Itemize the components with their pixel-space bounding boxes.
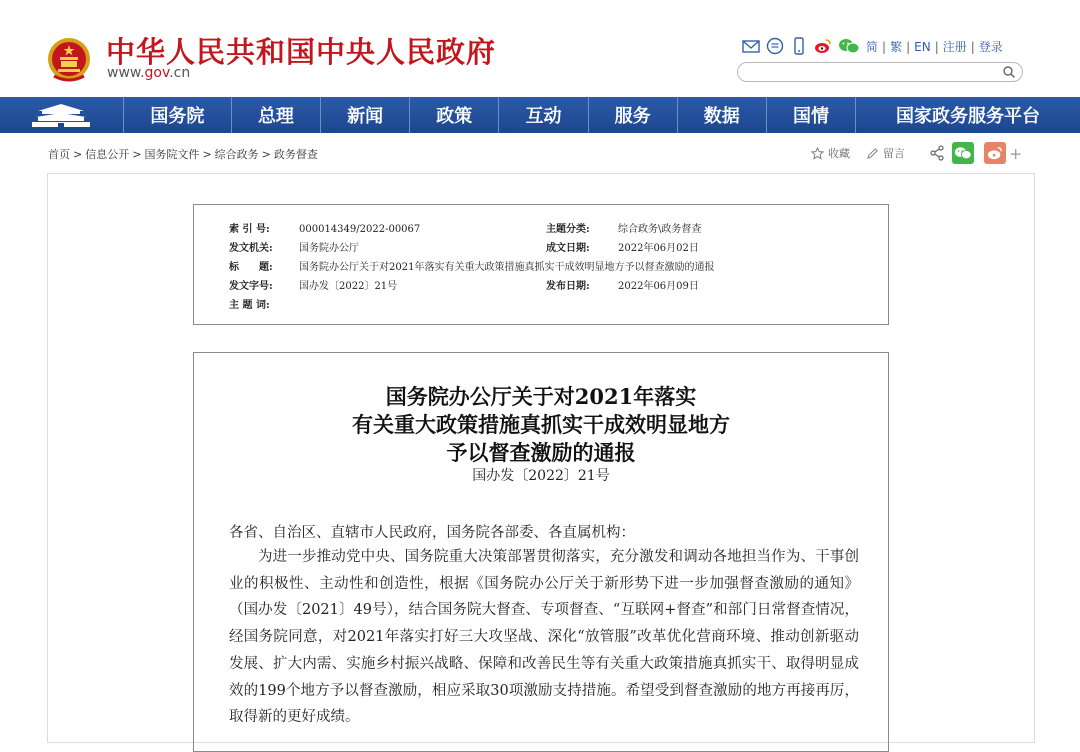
breadcrumb-home[interactable]: 首页 bbox=[48, 148, 70, 161]
share-icon[interactable] bbox=[929, 145, 945, 161]
national-emblem-icon[interactable] bbox=[46, 36, 92, 84]
nav-item-data[interactable]: 数据 bbox=[678, 97, 767, 133]
document-metadata-table bbox=[193, 204, 889, 325]
nav-item-gov-service-platform[interactable]: 国家政务服务平台 bbox=[896, 106, 1041, 127]
meta-title-row bbox=[229, 258, 714, 273]
document-body bbox=[193, 352, 889, 752]
main-nav bbox=[0, 97, 1080, 133]
site-header bbox=[0, 0, 1080, 97]
meta-published-value: 2022年06月09日 bbox=[618, 281, 699, 292]
lang-simplified-link[interactable]: 简 bbox=[866, 40, 879, 54]
register-link[interactable]: 注册 bbox=[942, 40, 967, 54]
breadcrumb-info-public[interactable]: 信息公开 bbox=[85, 148, 130, 161]
comment-button[interactable] bbox=[866, 145, 905, 161]
more-share-icon[interactable]: + bbox=[1009, 143, 1023, 163]
share-wechat-button[interactable] bbox=[952, 142, 974, 164]
weibo-icon[interactable] bbox=[814, 37, 832, 55]
share-weibo-button[interactable] bbox=[984, 142, 1006, 164]
document-title-line-2: 有关重大政策措施真抓实干成效明显地方 bbox=[352, 412, 730, 437]
meta-docno-row bbox=[229, 277, 397, 292]
meta-docno-label: 发文字号: bbox=[229, 281, 273, 292]
nav-item-policies[interactable]: 政策 bbox=[410, 97, 499, 133]
meta-written-label: 成文日期: bbox=[546, 243, 590, 254]
comment-label: 留言 bbox=[883, 147, 905, 160]
nav-item-national-info[interactable]: 国情 bbox=[767, 97, 856, 133]
weibo-share-icon bbox=[986, 145, 1004, 161]
lang-english-link[interactable]: EN bbox=[914, 40, 931, 54]
meta-title-label: 标 题: bbox=[229, 262, 273, 273]
nav-home[interactable] bbox=[0, 97, 124, 133]
search-box bbox=[737, 62, 1023, 82]
document-paragraph: 为进一步推动党中央、国务院重大决策部署贯彻落实，充分激发和调动各地担当作为、干事创业的积极性、主动性和创造性，根据《国务院办公厅关于新形势下进一步加强督查激励的通知》（国办发〔2021〕49号），结合国务院大督查、专项督查、“互联网+督查”和部门日常督查情况，经国务院同意，对2021年落实打好三大攻坚战、深化“放管服”改革优化营商环境、推动创新驱动发展、扩大内需、实施乡村振兴战略、保障和改善民生等有关重大政策措施真抓实干、取得明显成效的199个地方予以督查激励，相应采取30项激励支持措施。希望受到督查激励的地方再接再厉，取得新的更好成绩。 bbox=[229, 549, 859, 726]
language-links: 简 | 繁 | EN | 注册 | 登录 bbox=[866, 40, 1003, 54]
meta-published-row bbox=[546, 277, 699, 292]
meta-written-value: 2022年06月02日 bbox=[618, 243, 699, 254]
breadcrumb-general-affairs[interactable]: 综合政务 bbox=[214, 148, 259, 161]
tiananmen-icon bbox=[30, 102, 92, 128]
breadcrumb: 首页 > 信息公开 > 国务院文件 > 综合政务 > 政务督查 bbox=[48, 148, 318, 161]
meta-index-row bbox=[229, 220, 420, 235]
login-link[interactable]: 登录 bbox=[978, 40, 1003, 54]
lang-traditional-link[interactable]: 繁 bbox=[890, 40, 903, 54]
document-title-line-1: 国务院办公厅关于对2021年落实 bbox=[385, 384, 697, 409]
meta-topic-value: 综合政务\政务督查 bbox=[618, 224, 702, 235]
document-title-line-3: 予以督查激励的通报 bbox=[446, 440, 636, 465]
pencil-icon bbox=[866, 147, 879, 160]
breadcrumb-supervision[interactable]: 政务督查 bbox=[273, 148, 318, 161]
wechat-icon[interactable] bbox=[838, 37, 860, 55]
mobile-icon[interactable] bbox=[790, 37, 808, 55]
meta-written-row bbox=[546, 239, 699, 254]
nav-item-services[interactable]: 服务 bbox=[589, 97, 678, 133]
search-icon[interactable] bbox=[1002, 65, 1016, 79]
nav-item-news[interactable]: 新闻 bbox=[321, 97, 410, 133]
meta-index-label: 索 引 号: bbox=[229, 224, 270, 235]
star-icon bbox=[811, 147, 824, 160]
wechat-share-icon bbox=[954, 145, 972, 161]
meta-topic-row bbox=[546, 220, 701, 235]
favorite-label: 收藏 bbox=[828, 147, 850, 160]
toolbar-icons bbox=[742, 37, 860, 55]
meta-issuer-row bbox=[229, 239, 359, 254]
domain-suffix: .cn bbox=[169, 65, 191, 81]
nav-item-premier[interactable]: 总理 bbox=[232, 97, 321, 133]
meta-issuer-value: 国务院办公厅 bbox=[299, 243, 359, 254]
meta-docno-value: 国办发〔2022〕21号 bbox=[299, 281, 398, 292]
nav-item-interaction[interactable]: 互动 bbox=[499, 97, 588, 133]
meta-index-value: 000014349/2022-00067 bbox=[299, 224, 421, 235]
site-domain[interactable] bbox=[107, 65, 190, 81]
meta-keywords-label: 主 题 词: bbox=[229, 300, 270, 311]
mail-icon[interactable] bbox=[742, 37, 760, 55]
meta-keywords-row bbox=[229, 296, 299, 311]
breadcrumb-state-council-docs[interactable]: 国务院文件 bbox=[144, 148, 200, 161]
domain-gov: gov bbox=[144, 65, 170, 81]
search-input[interactable] bbox=[750, 65, 1004, 83]
meta-issuer-label: 发文机关: bbox=[229, 243, 273, 254]
meta-topic-label: 主题分类: bbox=[546, 224, 590, 235]
favorite-button[interactable] bbox=[811, 145, 850, 161]
domain-prefix: www. bbox=[107, 65, 145, 81]
message-icon[interactable] bbox=[766, 37, 784, 55]
document-number: 国办发〔2022〕21号 bbox=[472, 468, 610, 484]
meta-title-value: 国务院办公厅关于对2021年落实有关重大政策措施真抓实干成效明显地方予以督查激励的通报 bbox=[299, 262, 715, 273]
site-title[interactable]: 中华人民共和国中央人民政府 bbox=[106, 35, 497, 69]
page-actions bbox=[811, 141, 1022, 165]
nav-item-state-council[interactable]: 国务院 bbox=[124, 97, 232, 133]
meta-published-label: 发布日期: bbox=[546, 281, 590, 292]
document-addressee: 各省、自治区、直辖市人民政府，国务院各部委、各直属机构： bbox=[229, 525, 635, 541]
